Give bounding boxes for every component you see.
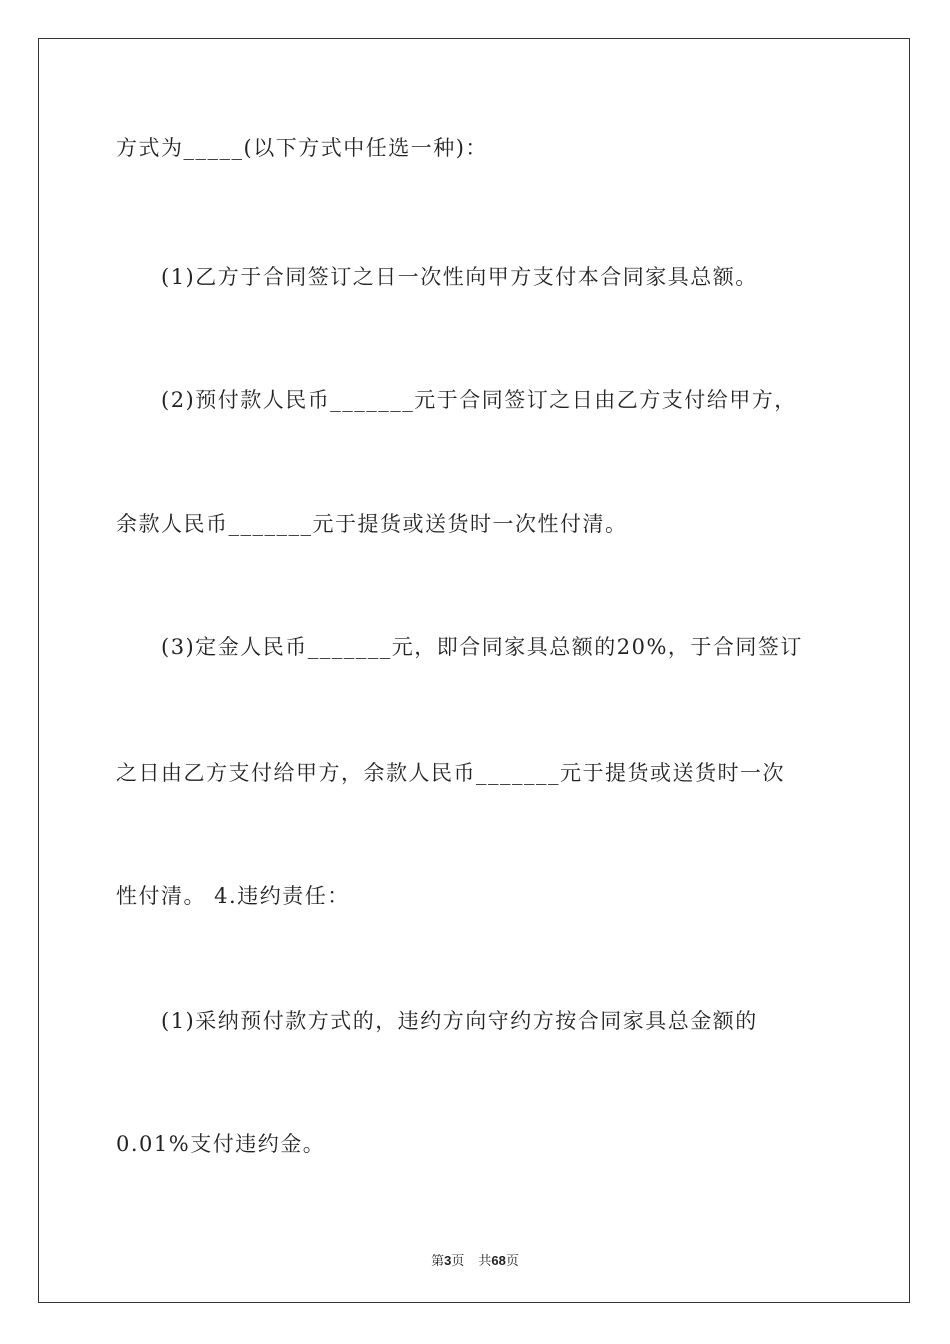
text-line-option-3-cont: 之日由乙方支付给甲方，余款人民币_______元于提货或送货时一次 bbox=[116, 761, 785, 785]
text-line-option-1: (1)乙方于合同签订之日一次性向甲方支付本合同家具总额。 bbox=[161, 265, 758, 289]
text-line-breach-heading: 性付清。 4.违约责任： bbox=[116, 884, 350, 908]
text-line-option-2: (2)预付款人民币_______元于合同签订之日由乙方支付给甲方， bbox=[161, 388, 797, 412]
footer-page-number: 3 bbox=[444, 1253, 452, 1268]
text-line-payment-method: 方式为_____(以下方式中任选一种)： bbox=[116, 136, 488, 160]
footer-total-suffix: 页 bbox=[505, 1254, 519, 1269]
text-line-breach-1: (1)采纳预付款方式的，违约方向守约方按合同家具总金额的 bbox=[161, 1009, 758, 1033]
footer-total-pages: 68 bbox=[491, 1253, 506, 1268]
page-footer bbox=[0, 1250, 950, 1269]
text-line-option-3: (3)定金人民币_______元，即合同家具总额的20%，于合同签订 bbox=[161, 635, 803, 659]
text-line-breach-1-cont: 0.01%支付违约金。 bbox=[116, 1132, 326, 1156]
text-line-option-2-cont: 余款人民币_______元于提货或送货时一次性付清。 bbox=[116, 512, 628, 536]
footer-page-prefix: 第 bbox=[431, 1254, 445, 1269]
footer-page-suffix: 页 bbox=[451, 1254, 465, 1269]
page-border bbox=[38, 38, 910, 1303]
footer-total-prefix: 共 bbox=[478, 1254, 492, 1269]
